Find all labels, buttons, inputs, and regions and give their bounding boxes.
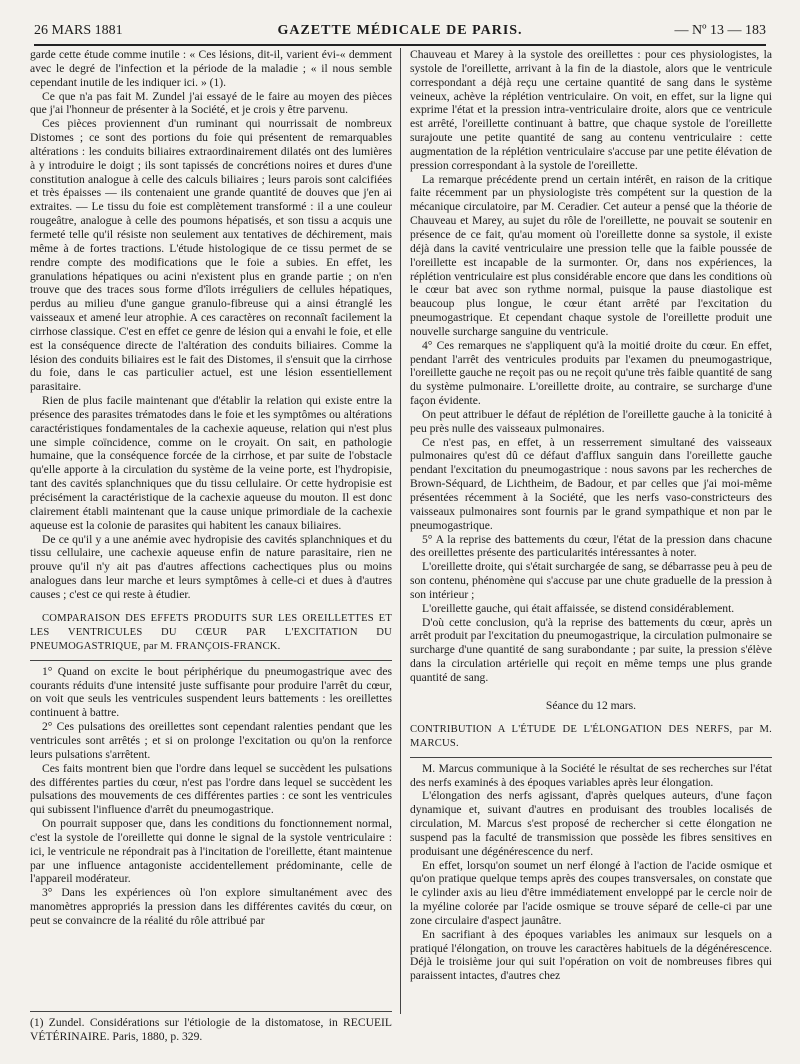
paragraph: Rien de plus facile maintenant que d'établir la relation qui existe entre la présence des parasites trématodes dans le foie et les symptômes ou altérations caractéristiques fondamentales de la cachexie aqueuse, relation qui n'est plus une simple coïncidence, comme on le croyait. On sait, en pathologie humaine, que la conséquence forcée de la cirrhose, et par suite de l'obstacle qu'elle apporte à la circulation du système de la veine porte, est l'hydropisie, tant des cavités splanchniques que du tissu cellulaire. Or cette hydropisie est précisément la caractéristique de la cachexie aqueuse du mouton. Il est donc clairement établi maintenant que la cause unique primordiale de la cachexie aqueuse est la colonie de parasites qui habitent les canaux biliaires. (30, 394, 392, 532)
footnote-rule (30, 1011, 392, 1012)
paragraph: La remarque précédente prend un certain intérêt, en raison de la critique faite récemment par un physiologiste très compétent sur la question de la mécanique circulatoire, par M. Ceradier. Cet auteur a pensé que la théorie de Chauveau et Marey, au sujet du rôle de l'oreillette, ne pouvait se soutenir en présence de ce fait, qu'au moment où l'oreillette donne sa systole, il existe déjà dans la cavité ventriculaire une pression telle que la faible poussée de l'oreillette est incapable de la surmonter. Or, dans nos expériences, la réplétion ventriculaire est plus considérable encore que dans les conditions où le cœur bat avec son rythme normal, puisque la pause diastolique est beaucoup plus longue, le cœur étant arrêté par l'excitation du pneumogastrique. Et cependant chaque systole de l'oreillette produit une nouvelle surcharge sanguine du ventricule. (410, 172, 772, 338)
paragraph: On pourrait supposer que, dans les conditions du fonctionnement normal, c'est la systole de l'oreillette qui donne le signal de la systole ventriculaire : ici, le ventricule ne répondrait pas à l'incitation de l'oreillette, étant maintenue par une influence antagoniste accidentellement prédominante, celle de l'appareil modérateur. (30, 817, 392, 886)
paragraph: L'oreillette gauche, qui était affaissée, se distend considérablement. (422, 601, 735, 615)
page-header (34, 22, 766, 46)
paragraph: Ce que n'a pas fait M. Zundel j'ai essayé de le faire au moyen des pièces que j'ai l'honneur de présenter à la Société, et je crois y être parvenu. (30, 89, 392, 117)
paragraph: En sacrifiant à des époques variables les animaux sur lesquels on a pratiqué l'élongation, on trouve les caractères habituels de la dégénérescence. Déjà le troisième jour qui suit l'opération on voit de nombreuses fibres qui paraissent intactes, d'autres chez (410, 927, 772, 983)
paragraph: Ce n'est pas, en effet, à un resserrement simultané des vaisseaux pulmonaires qu'est dû ce défaut d'afflux sanguin dans l'oreillette gauche pendant l'excitation du pneumogastrique : nous savons par les recherches de Brown-Séquard, de Lichtheim, de Badour, et par celles que j'ai moi-même présentées récemment à la Société, que les nerfs vaso-constricteurs des vaisseaux pulmonaires sont fournis par le grand sympathique et non par le pneumogastrique. (410, 435, 772, 532)
paragraph: En effet, lorsqu'on soumet un nerf élongé à l'action de l'acide osmique et qu'on pratique quelque temps après des coupes transversales, on constate que le cylinder axis au lieu d'être immédiatement enveloppé par le cercle noir de la myéline colorée par l'acide osmique se trouve séparé de celle-ci par une zone circulaire d'aspect jaunâtre. (410, 858, 772, 927)
paragraph: 4° Ces remarques ne s'appliquent qu'à la moitié droite du cœur. En effet, pendant l'arrêt des ventricules produits par l'examen du pneumogastrique, l'oreillette gauche ne reçoit pas ou ne reçoit qu'une très faible quantité de sang du système pulmonaire. L'oreillette droite, au contraire, se surcharge d'une façon évidente. (410, 338, 772, 408)
paragraph: D'où cette conclusion, qu'à la reprise des battements du cœur, après un arrêt produit par l'excitation du pneumogastrique, la circulation pulmonaire se surcharge d'une quantité de sang surabondante ; par suite, la pression s'élève dans la circulation artérielle qui reçoit en même temps une plus grande quantité de sang. (410, 615, 772, 684)
paragraph: L'oreillette droite, qui s'était surchargée de sang, se débarrasse peu à peu de son contenu, phénomène qui s'accuse par une chute graduelle de la pression à son intérieur ; (410, 560, 772, 601)
footnote: (1) Zundel. Considérations sur l'étiologie de la distomatose, in RECUEIL VÉTÉRINAIRE. Paris, 1880, p. 329. (30, 1016, 392, 1043)
header-journal-title: GAZETTE MÉDICALE DE PARIS. (277, 23, 523, 38)
paragraph: 3° Dans les expériences où l'on explore simultanément avec des manomètres appropriés la pression dans les différentes cavités du cœur, on peut se convaincre de la réalité du rôle attribué par (30, 886, 392, 927)
paragraph: Chauveau et Marey à la systole des oreillettes : pour ces physiologistes, la systole de l'oreillette, arrivant à la fin de la diastole, alors que le ventricule correspondant a déjà reçu une certaine quantité de sang dans le système veineux, achève la réplétion ventriculaire. On voit, en effet, sur la ligne qui exprime l'état et la pression intra-ventriculaire droite, alors que ce ventricule est arrêté, l'oreillette continuant à battre, que chaque systole de l'oreillette surajoute une petite quantité de sang au contenu ventriculaire : cette augmentation de la réplétion ventriculaire s'accuse par une petite élévation de pression correspondant à la systole de l'oreillette. (410, 48, 772, 172)
paragraph: garde cette étude comme inutile : « Ces lésions, dit-il, varient évi-« demment avec le degré de l'infection et la période de la maladie ; « il nous semble cependant inutile de les indiquer ici. » (1). (30, 48, 392, 89)
right-column (410, 48, 772, 1014)
divider-rule (30, 660, 392, 661)
paragraph: M. Marcus communique à la Société le résultat de ses recherches sur l'état des nerfs examinés à des époques variables après leur élongation. (410, 761, 772, 789)
paragraph: 2° Ces pulsations des oreillettes sont cependant ralenties pendant que les ventricules sont arrêtés ; et si on prolonge l'excitation ou qu'on la renforce leurs pulsations s'arrêtent. (30, 720, 392, 761)
section-title-francois-franck: COMPARAISON DES EFFETS PRODUITS SUR LES OREILLETTES ET LES VENTRICULES DU CŒUR PAR L'EXCITATION DU PNEUMOGASTRIQUE, par M. FRANÇOIS-FRANCK. (30, 612, 392, 652)
seance-heading: Séance du 12 mars. (545, 698, 637, 712)
paragraph: L'élongation des nerfs agissant, d'après quelques auteurs, d'une façon dynamique et, suivant d'autres en produisant des troubles localisés de circulation, M. Marcus s'est proposé de rechercher si cette élongation ne suspend pas la faculté de transmission que possède les fibres sensitives en produisant une dégénérescence du nerf. (410, 789, 772, 858)
left-column (30, 48, 392, 1014)
divider-rule (410, 757, 772, 758)
paragraph: On peut attribuer le défaut de réplétion de l'oreillette gauche à la tonicité à peu près nulle des vaisseaux pulmonaires. (410, 407, 772, 435)
paragraph: Ces pièces proviennent d'un ruminant qui nourrissait de nombreux Distomes ; ce sont des portions du foie qui présentent de remarquables altérations : les conduits biliaires extraordinairement dilatés ont des lumières à y introduire le doigt ; ils sont tapissés de concrétions noires et dures d'une constitution analogue à celle des calculs biliaires ; leurs parois sont calcifiées et très épaisses — ils contenaient une grande quantité de douves que j'en ai extraites. — Le tissu du foie est complètement transformé : il a une couleur rougeâtre, analogue à celle des poumons hépatisés, et son tissu a acquis une fermeté telle qu'il résiste non seulement aux tentatives de déchirement, mais même à de fortes tractions. L'étude histologique de ce tissu permet de se rendre compte des modifications que le foie a subies. En effet, les granulations hépatiques ou acini n'existent plus en grande partie ; on n'en trouve que des traces sous forme d'îlots irréguliers de cellules hépatiques, perdus au milieu d'une gangue granulo-fibreuse qui a ainsi étranglé les vaisseaux et amené leur atrophie. A ces caractères on reconnaît facilement la cirrhose classique. C'est en effet ce genre de lésion qui a envahi le foie, et elle est la conséquence directe de l'altération des conduits biliaires. Comme la lésion des conduits biliaires est le fait des Distomes, il s'ensuit que la cirrhose du foie, dans le cas particulier actuel, est une lésion essentiellement parasitaire. (30, 117, 392, 394)
header-date: 26 MARS 1881 (34, 23, 123, 38)
column-divider (400, 48, 401, 1014)
header-issue-page: — Nº 13 — 183 (674, 23, 766, 38)
paragraph: 1° Quand on excite le bout périphérique du pneumogastrique avec des courants réduits d'une intensité juste suffisante pour produire l'arrêt du cœur, on voit que seuls les ventricules suspendent leurs battements : les oreillettes continuent à battre. (30, 664, 392, 720)
paragraph: 5° A la reprise des battements du cœur, l'état de la pression dans chacune des oreillettes présente des particularités intéressantes à noter. (410, 532, 772, 560)
section-title-marcus: CONTRIBUTION A L'ÉTUDE DE L'ÉLONGATION DES NERFS, par M. MARCUS. (410, 723, 772, 749)
paragraph: Ces faits montrent bien que l'ordre dans lequel se succèdent les pulsations des différentes parties du cœur, n'est pas l'ordre dans lequel se succèdent les pulsations des mouvements de ces différentes parties : ce sont les ventricules qui subissent l'influence d'arrêt du pneumogastrique. (30, 761, 392, 817)
paragraph: De ce qu'il y a une anémie avec hydropisie des cavités splanchniques et du tissu cellulaire, une cachexie aqueuse enfin de nature parasitaire, rien ne prouve qu'il n'y ait pas d'autres affections cachectiques plus ou moins analogues dans leur marche et leurs symptômes à celle-ci et dues à d'autres causes ; c'est ce qui reste à étudier. (30, 532, 392, 601)
